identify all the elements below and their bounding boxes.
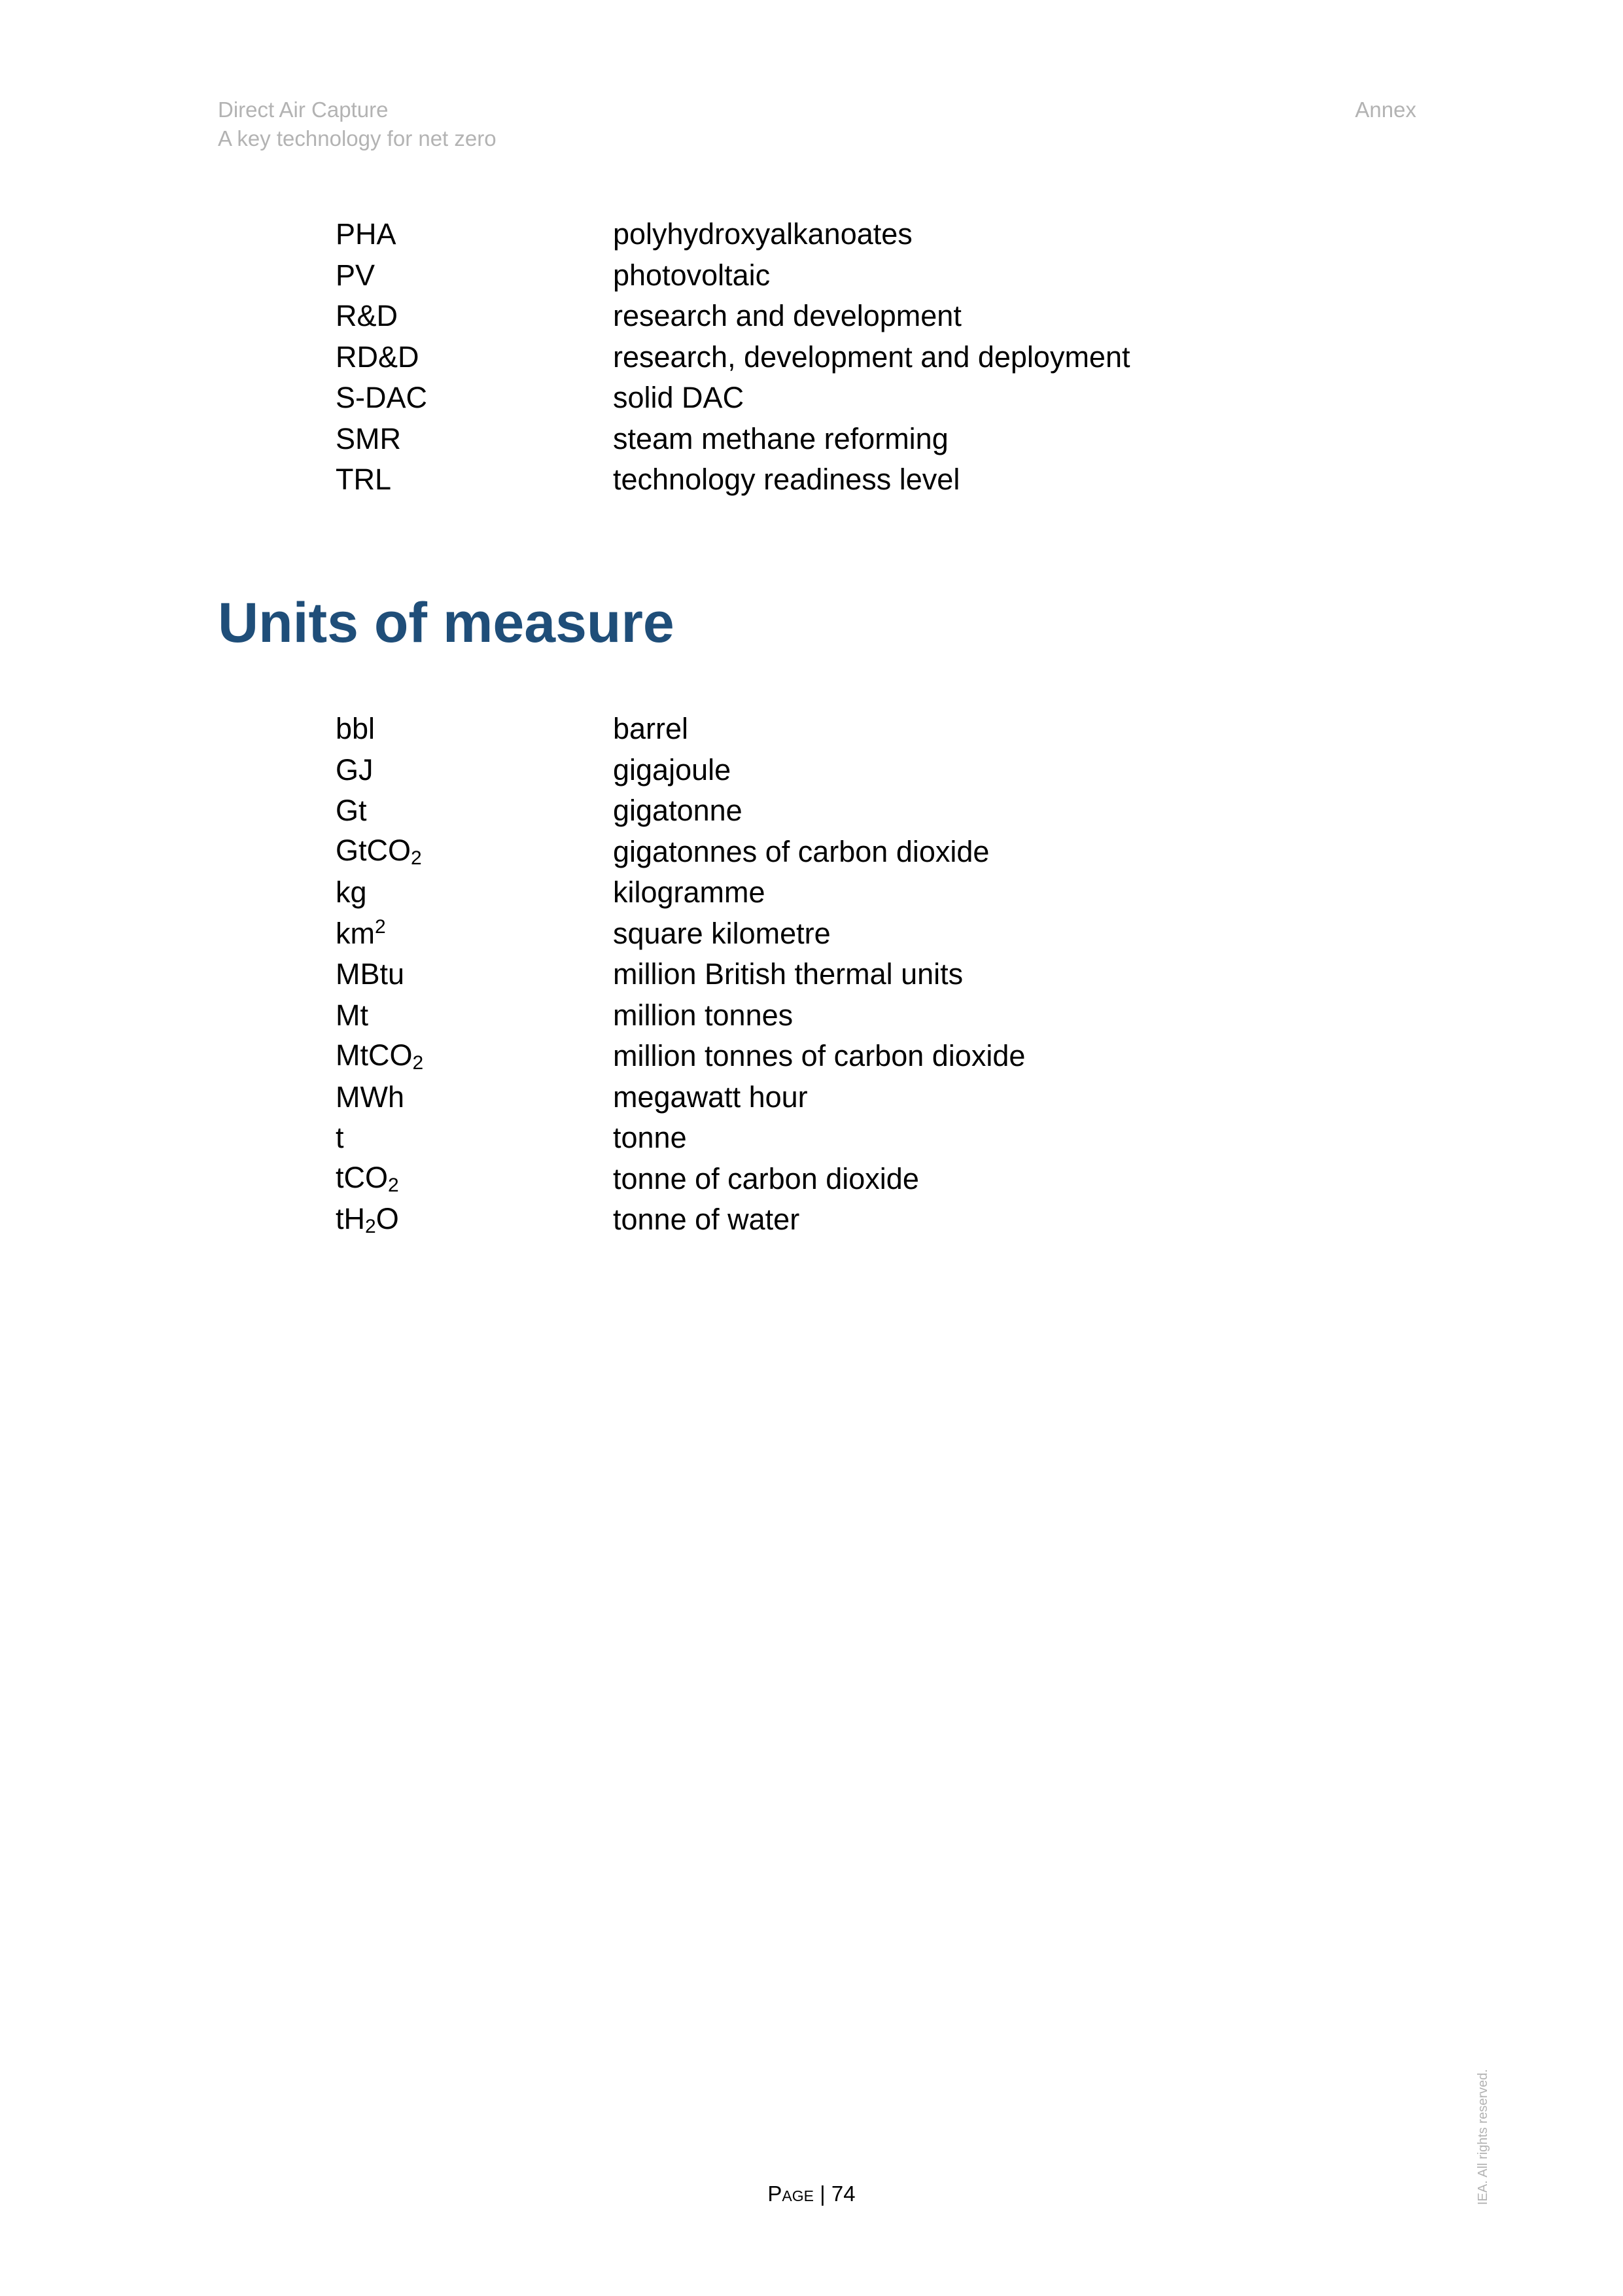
unit-row [336,1159,1448,1200]
abbreviation-term: S-DAC [336,381,428,415]
unit-term: MWh [336,1080,404,1114]
section-heading-units: Units of measure [218,592,674,654]
unit-row [336,995,1448,1036]
unit-row [336,954,1448,995]
unit-term: MBtu [336,957,405,991]
unit-definition: tonne [613,1121,687,1155]
abbreviation-row [336,419,1448,460]
abbreviation-row [336,214,1448,255]
unit-definition: tonne of water [613,1203,800,1237]
unit-definition: gigatonnes of carbon dioxide [613,834,990,868]
page-number [0,2181,1623,2206]
unit-term: Gt [336,794,367,828]
abbreviation-term: SMR [336,421,401,455]
unit-term-superscript: 2 [375,916,386,938]
unit-term-main: tH [336,1201,365,1235]
abbreviation-row [336,337,1448,378]
unit-definition: kilogramme [613,875,765,910]
abbreviation-term: PV [336,258,375,292]
abbreviation-definition: steam methane reforming [613,421,949,455]
abbreviation-definition: research, development and deployment [613,340,1130,374]
abbreviation-term: R&D [336,299,398,333]
unit-definition: million British thermal units [613,957,964,991]
unit-term-subscript: 2 [411,847,422,870]
unit-term-main: GtCO [336,834,411,868]
unit-term-subscript: 2 [365,1215,376,1237]
unit-row [336,709,1448,750]
abbreviation-definition: polyhydroxyalkanoates [613,217,913,251]
abbreviation-definition: solid DAC [613,381,744,415]
unit-term-subscript: 2 [388,1174,399,1197]
page-separator: | [813,2181,831,2206]
abbreviation-definition: research and development [613,299,962,333]
unit-term-main: MtCO [336,1038,413,1072]
abbreviation-definition: technology readiness level [613,463,960,497]
unit-term: kg [336,875,367,910]
unit-definition: square kilometre [613,916,831,950]
unit-row [336,913,1448,955]
unit-row [336,872,1448,913]
unit-term [336,916,613,951]
unit-term-main: km [336,917,375,951]
abbreviation-term: RD&D [336,340,419,374]
abbreviation-row [336,459,1448,501]
unit-definition: barrel [613,712,689,746]
unit-term-main: tCO [336,1161,389,1195]
abbreviation-term: TRL [336,463,392,497]
unit-definition: tonne of carbon dioxide [613,1161,919,1195]
unit-row [336,832,1448,873]
copyright-notice: IEA. All rights reserved. [1476,2069,1490,2205]
unit-definition: megawatt hour [613,1080,808,1114]
page-number-value: 74 [831,2181,856,2206]
unit-term: bbl [336,712,375,746]
unit-row [336,1077,1448,1118]
unit-definition: gigajoule [613,752,731,786]
abbreviation-list [336,214,1448,501]
unit-row [336,750,1448,791]
unit-row [336,790,1448,832]
unit-term [336,1161,613,1197]
unit-term: t [336,1121,344,1155]
unit-term: GJ [336,752,374,786]
unit-term-suffix: O [375,1201,399,1235]
unit-row [336,1118,1448,1159]
unit-term [336,834,613,870]
unit-row [336,1199,1448,1241]
unit-row [336,1036,1448,1077]
report-title: Direct Air Capture [218,97,389,122]
abbreviation-row [336,378,1448,419]
running-header [218,96,497,153]
unit-definition: million tonnes of carbon dioxide [613,1039,1026,1073]
units-list [336,709,1448,1241]
unit-term-subscript: 2 [412,1051,424,1074]
unit-term [336,1202,613,1238]
unit-definition: gigatonne [613,794,742,828]
unit-term: Mt [336,998,368,1032]
abbreviation-row [336,255,1448,296]
report-subtitle: A key technology for net zero [218,126,497,150]
section-label: Annex [1355,97,1416,122]
unit-definition: million tonnes [613,998,794,1032]
abbreviation-definition: photovoltaic [613,258,771,292]
abbreviation-term: PHA [336,217,396,251]
abbreviation-row [336,296,1448,337]
unit-term [336,1038,613,1074]
page-label: Page [767,2181,814,2206]
